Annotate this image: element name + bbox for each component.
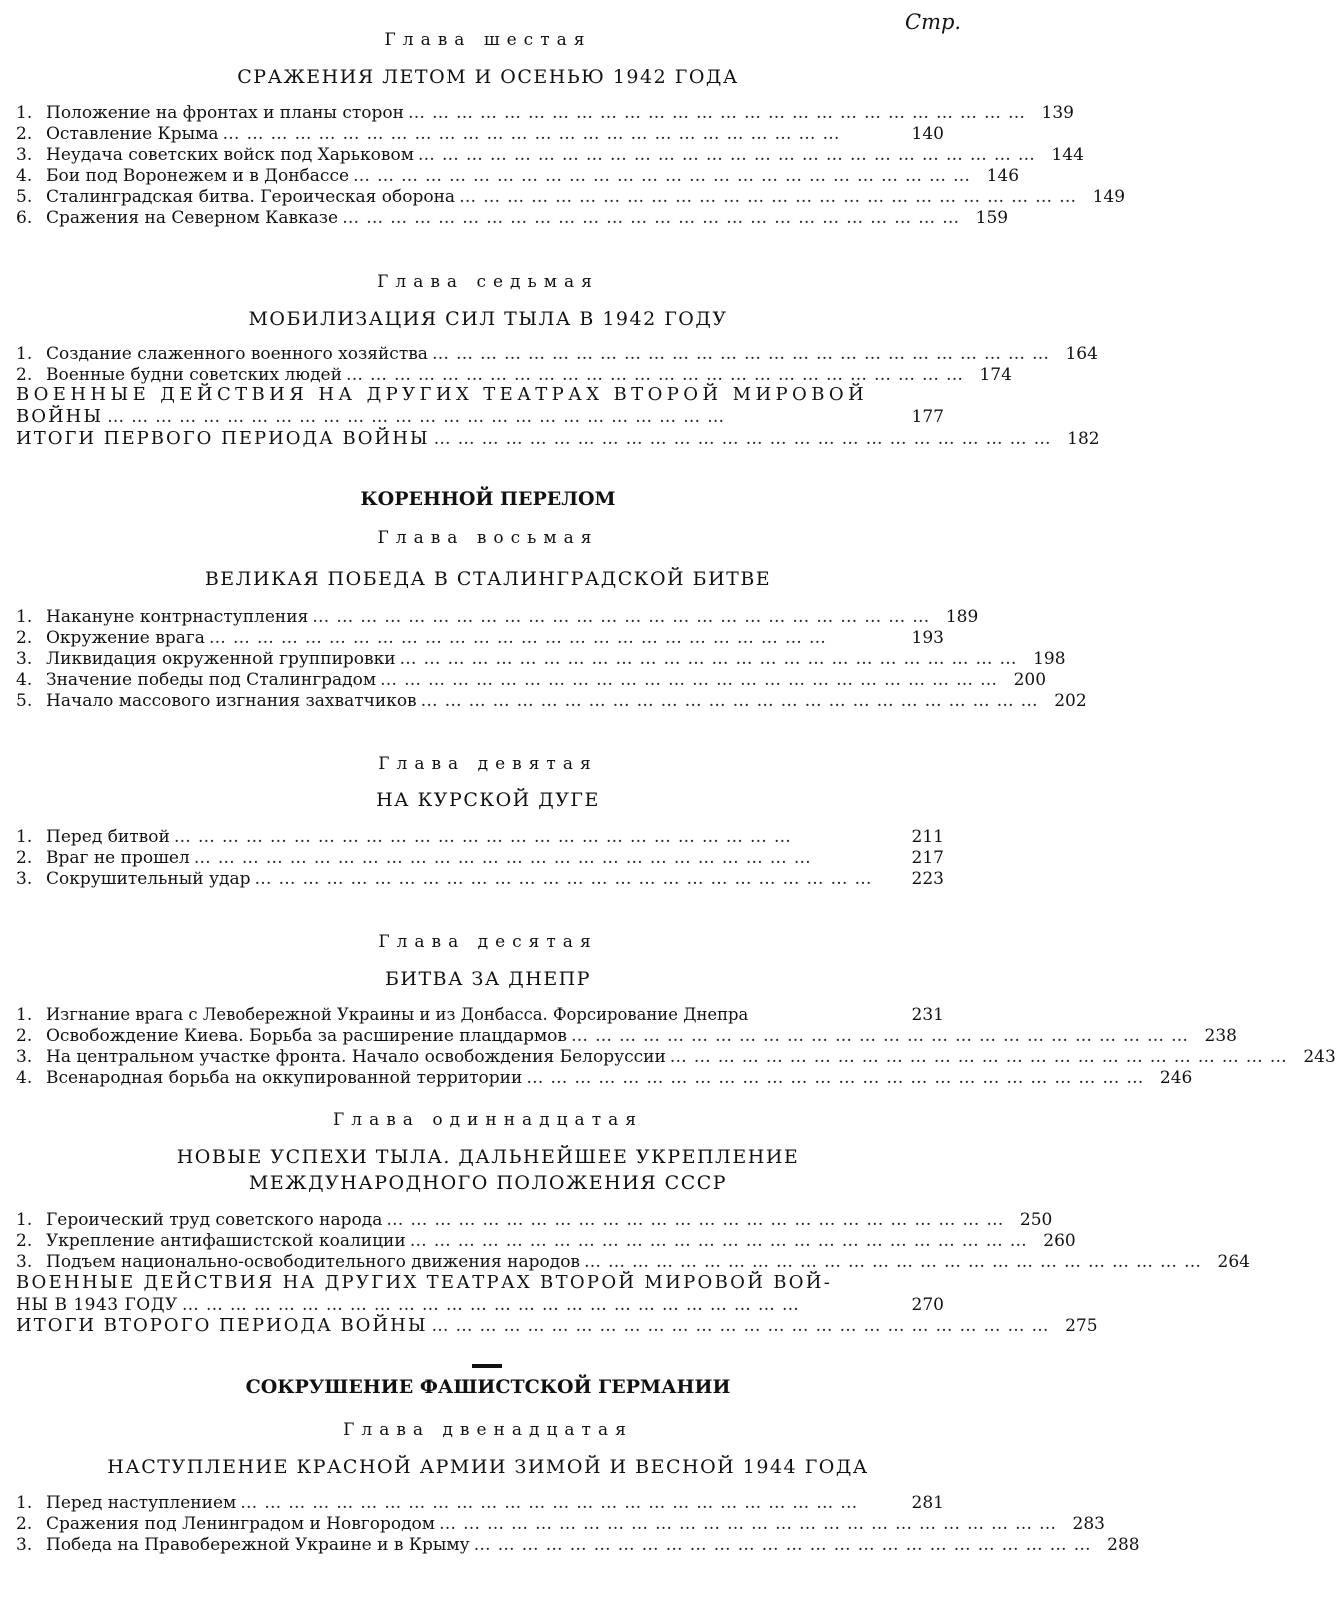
entry-number: 4. — [16, 166, 33, 186]
leader-dots: …………………………………………………………………… — [399, 649, 1024, 669]
entry-number: 1. — [16, 103, 33, 123]
entry-title: Накануне контрнаступления — [46, 607, 309, 627]
leader-dots: …………………………………………………………………… — [409, 1231, 1034, 1251]
leader-dots: …………………………………………………………………… — [459, 187, 1084, 207]
leader-dots: …………………………………………………………………… — [240, 1493, 865, 1513]
entry-page: 140 — [911, 124, 944, 144]
chapter-9-title: НА КУРСКОЙ ДУГЕ — [376, 789, 600, 811]
entry-page: 202 — [1054, 691, 1087, 711]
entry-number: 3. — [16, 1252, 33, 1272]
entry-number: 6. — [16, 208, 33, 228]
entry-page: 193 — [911, 628, 944, 648]
toc-entry[interactable] — [16, 868, 944, 890]
toc-entry[interactable] — [16, 1315, 1098, 1337]
entry-title: ИТОГИ ПЕРВОГО ПЕРИОДА ВОЙНЫ — [16, 428, 430, 449]
entry-title: Неудача советских войск под Харьковом — [46, 145, 414, 165]
toc-entry[interactable] — [16, 669, 1047, 691]
entry-title: Положение на фронтах и планы сторон — [46, 103, 404, 123]
entry-number: 2. — [16, 1231, 33, 1251]
toc-entry[interactable] — [16, 343, 1098, 365]
toc-entry[interactable] — [16, 1025, 1237, 1047]
leader-dots: …………………………………………………………………… — [433, 429, 1058, 449]
toc-entry[interactable] — [16, 1492, 944, 1514]
chapter-9-label: Глава девятая — [378, 754, 598, 774]
entry-title: Перед наступлением — [46, 1493, 237, 1513]
chapter-12-title: НАСТУПЛЕНИЕ КРАСНОЙ АРМИИ ЗИМОЙ И ВЕСНОЙ 1944 ГОДА — [107, 1456, 869, 1478]
entry-number: 4. — [16, 1068, 33, 1088]
entry-title: Героический труд советского народа — [46, 1210, 383, 1230]
leader-dots: …………………………………………………………………… — [526, 1068, 1151, 1088]
entry-page: 223 — [911, 869, 944, 889]
entry-title: Подъем национально-освободительного движения народов — [46, 1252, 580, 1272]
entry-title: Военные будни советских людей — [46, 365, 342, 385]
entry-page: 243 — [1303, 1047, 1336, 1067]
entry-page: 144 — [1051, 145, 1084, 165]
entry-page: 200 — [1013, 670, 1047, 690]
toc-entry[interactable] — [16, 406, 944, 428]
entry-page: 238 — [1204, 1026, 1237, 1046]
entry-title: ИТОГИ ВТОРОГО ПЕРИОДА ВОЙНЫ — [16, 1315, 428, 1336]
toc-entry[interactable] — [16, 1209, 1053, 1231]
leader-dots: …………………………………………………………………… — [431, 344, 1056, 364]
entry-page: 177 — [911, 407, 944, 427]
leader-dots: …………………………………………………………………… — [417, 145, 1042, 165]
leader-dots: …………………………………………………………………… — [439, 1514, 1063, 1534]
entry-number: 4. — [16, 670, 33, 690]
toc-entry[interactable] — [16, 364, 1012, 386]
entry-title: Сражения на Северном Кавказе — [46, 208, 339, 228]
entry-number: 3. — [16, 649, 33, 669]
entry-page: 283 — [1072, 1514, 1105, 1534]
leader-dots: …………………………………………………………………… — [473, 1535, 1098, 1555]
entry-title: Значение победы под Сталинградом — [46, 670, 377, 690]
entry-page: 159 — [975, 208, 1009, 228]
toc-entry[interactable] — [16, 428, 1100, 450]
entry-title: На центральном участке фронта. Начало освобождения Белоруссии — [46, 1047, 666, 1067]
entry-title: Изгнание врага с Левобережной Украины и из Донбасса. Форсирование Днепра — [46, 1005, 749, 1024]
toc-entry[interactable] — [16, 1534, 1140, 1556]
chapter-6-label: Глава шестая — [384, 30, 592, 50]
entry-number: 3. — [16, 1047, 33, 1067]
leader-dots: …………………………………………………………………… — [431, 1316, 1056, 1336]
entry-title: Бои под Воронежем и в Донбассе — [46, 166, 350, 186]
chapter-6-title: СРАЖЕНИЯ ЛЕТОМ И ОСЕНЬЮ 1942 ГОДА — [237, 66, 739, 88]
leader-dots: …………………………………………………………………… — [222, 124, 847, 144]
entry-number: 5. — [16, 187, 33, 207]
toc-entry[interactable] — [16, 102, 1074, 124]
toc-entry[interactable] — [16, 627, 944, 649]
toc-entry[interactable] — [16, 1067, 1193, 1089]
entry-page: 164 — [1065, 344, 1098, 364]
toc-entry[interactable] — [16, 165, 1020, 187]
entry-page: 231 — [911, 1005, 944, 1025]
leader-dots: …………………………………………………………………… — [380, 670, 1005, 690]
entry-title: НЫ В 1943 ГОДУ — [16, 1295, 178, 1315]
entry-title: Сражения под Ленинградом и Новгородом — [46, 1514, 435, 1534]
section-heading-line[interactable]: ВОЕННЫЕ ДЕЙСТВИЯ НА ДРУГИХ ТЕАТРАХ ВТОРОЙ МИРОВОЙ — [16, 384, 869, 405]
entry-page: 264 — [1217, 1252, 1250, 1272]
entry-number: 3. — [16, 145, 33, 165]
toc-entry[interactable] — [16, 207, 1009, 229]
entry-number: 1. — [16, 827, 33, 847]
section-separator — [472, 1364, 502, 1368]
toc-entry[interactable] — [16, 1294, 944, 1316]
entry-title: Перед битвой — [46, 827, 170, 847]
chapter-7-title: МОБИЛИЗАЦИЯ СИЛ ТЫЛА В 1942 ГОДУ — [248, 308, 728, 330]
chapter-8-label: Глава восьмая — [377, 528, 599, 548]
entry-page: 211 — [911, 827, 944, 847]
chapter-10-title: БИТВА ЗА ДНЕПР — [384, 968, 592, 990]
leader-dots: …………………………………………………………………… — [254, 869, 879, 889]
toc-entry[interactable] — [16, 1513, 1105, 1535]
entry-number: 2. — [16, 1514, 33, 1534]
entry-page: 189 — [945, 607, 979, 627]
toc-entry[interactable] — [16, 1251, 1250, 1273]
leader-dots: …………………………………………………………………… — [407, 103, 1032, 123]
entry-page: 217 — [911, 848, 944, 868]
toc-entry[interactable] — [16, 1230, 1076, 1252]
leader-dots: …………………………………………………………………… — [345, 365, 970, 385]
toc-entry[interactable] — [16, 123, 944, 145]
entry-page: 139 — [1041, 103, 1074, 123]
entry-title: Окружение врага — [46, 628, 205, 648]
leader-dots: …………………………………………………………………… — [669, 1047, 1294, 1067]
page-column-header: Стр. — [905, 10, 962, 34]
toc-entry[interactable] — [16, 606, 979, 628]
leader-dots: …………………………………………………………………… — [312, 607, 937, 627]
chapter-10-label: Глава десятая — [378, 932, 598, 952]
leader-dots: …………………………………………………………………… — [386, 1210, 1011, 1230]
entry-title: Победа на Правобережной Украине и в Крыму — [46, 1535, 470, 1555]
entry-number: 1. — [16, 344, 33, 364]
entry-title: Враг не прошел — [46, 848, 190, 868]
entry-title: Сталинградская битва. Героическая оборона — [46, 187, 456, 207]
entry-page: 281 — [911, 1493, 944, 1513]
entry-number: 1. — [16, 1210, 33, 1230]
leader-dots: …………………………………………………………………… — [420, 691, 1045, 711]
toc-entry[interactable] — [16, 847, 944, 869]
entry-title: Освобождение Киева. Борьба за расширение плацдармов — [46, 1026, 567, 1046]
entry-number: 2. — [16, 365, 33, 385]
entry-number: 1. — [16, 607, 33, 627]
toc-entry[interactable] — [16, 690, 1087, 712]
entry-title: Создание слаженного военного хозяйства — [46, 344, 428, 364]
entry-page: 149 — [1092, 187, 1126, 207]
entry-page: 275 — [1065, 1316, 1098, 1336]
entry-page: 146 — [986, 166, 1020, 186]
entry-page: 246 — [1159, 1068, 1193, 1088]
toc-entry[interactable] — [16, 186, 1126, 208]
entry-number: 2. — [16, 628, 33, 648]
leader-dots: …………………………………………………………………… — [107, 407, 732, 427]
chapter-12-label: Глава двенадцатая — [343, 1420, 633, 1440]
toc-entry[interactable] — [16, 144, 1084, 166]
entry-title: ВОЙНЫ — [16, 406, 104, 427]
leader-dots: …………………………………………………………………… — [353, 166, 978, 186]
entry-page: 198 — [1033, 649, 1066, 669]
entry-number: 1. — [16, 1493, 33, 1513]
entry-page: 270 — [911, 1295, 944, 1315]
entry-number: 2. — [16, 1026, 33, 1046]
toc-entry[interactable] — [16, 648, 1066, 670]
entry-title: Оставление Крыма — [46, 124, 219, 144]
part-title: КОРЕННОЙ ПЕРЕЛОМ — [360, 488, 616, 510]
entry-page: 260 — [1043, 1231, 1076, 1251]
toc-entry[interactable] — [16, 1046, 1336, 1068]
chapter-11-label: Глава одиннадцатая — [333, 1110, 643, 1130]
entry-page: 182 — [1067, 429, 1100, 449]
part-title: СОКРУШЕНИЕ ФАШИСТСКОЙ ГЕРМАНИИ — [245, 1376, 731, 1398]
entry-title: Ликвидация окруженной группировки — [46, 649, 396, 669]
entry-number: 3. — [16, 1535, 33, 1555]
entry-number: 5. — [16, 691, 33, 711]
leader-dots: …………………………………………………………………… — [208, 628, 833, 648]
leader-dots: …………………………………………………………………… — [342, 208, 967, 228]
entry-number: 3. — [16, 869, 33, 889]
chapter-11-title-line2: МЕЖДУНАРОДНОГО ПОЛОЖЕНИЯ СССР — [248, 1172, 728, 1194]
chapter-8-title: ВЕЛИКАЯ ПОБЕДА В СТАЛИНГРАДСКОЙ БИТВЕ — [204, 568, 772, 590]
entry-title: Сокрушительный удар — [46, 869, 251, 889]
leader-dots: …………………………………………………………………… — [181, 1295, 806, 1315]
entry-number: 2. — [16, 124, 33, 144]
entry-number: 2. — [16, 848, 33, 868]
section-heading-line[interactable]: ВОЕННЫЕ ДЕЙСТВИЯ НА ДРУГИХ ТЕАТРАХ ВТОРОЙ МИРОВОЙ ВОЙ- — [16, 1272, 833, 1293]
leader-dots: …………………………………………………………………… — [173, 827, 798, 847]
entry-page: 174 — [979, 365, 1012, 385]
leader-dots: …………………………………………………………………… — [193, 848, 818, 868]
chapter-11-title-line1: НОВЫЕ УСПЕХИ ТЫЛА. ДАЛЬНЕЙШЕЕ УКРЕПЛЕНИЕ — [176, 1146, 800, 1168]
toc-entry[interactable] — [16, 1004, 944, 1026]
entry-page: 288 — [1107, 1535, 1140, 1555]
entry-number: 1. — [16, 1005, 33, 1025]
leader-dots: …………………………………………………………………… — [571, 1026, 1195, 1046]
entry-title: Укрепление антифашистской коалиции — [46, 1231, 406, 1251]
entry-title: Начало массового изгнания захватчиков — [46, 691, 417, 711]
chapter-7-label: Глава седьмая — [377, 272, 599, 292]
entry-title: Всенародная борьба на оккупированной территории — [46, 1068, 523, 1088]
entry-page: 250 — [1019, 1210, 1053, 1230]
toc-entry[interactable] — [16, 826, 944, 848]
leader-dots: …………………………………………………………………… — [584, 1252, 1208, 1272]
